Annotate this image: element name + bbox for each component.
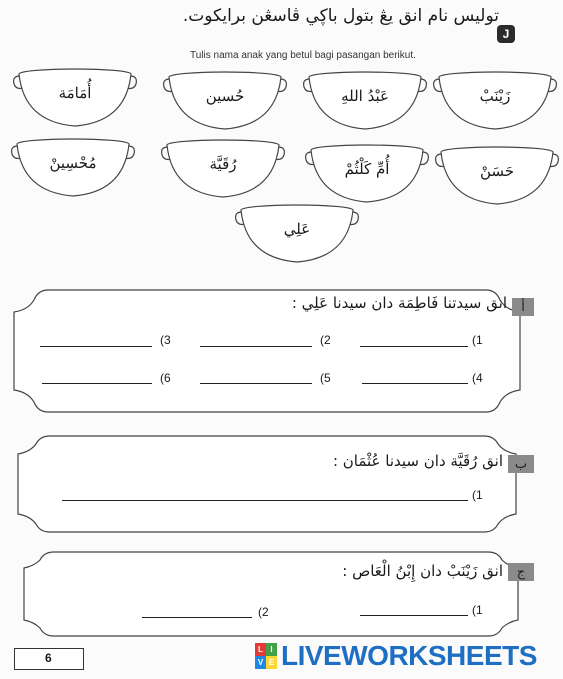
- section-a-question: انق سيدتنا فَاطِمَة دان سيدنا عَلِي :: [291, 294, 507, 312]
- logo-tile: I: [266, 643, 277, 656]
- section-b-marker: ب: [508, 455, 534, 473]
- answer-number: (4: [472, 371, 483, 385]
- answer-blank-c2[interactable]: [142, 617, 252, 618]
- liveworksheets-logo-icon: [255, 643, 277, 669]
- logo-tile: E: [266, 656, 277, 669]
- bowl-name: حُسين: [205, 87, 245, 105]
- answer-number: (3: [160, 333, 171, 347]
- instruction-arabic: توليس نام انق يڠ بتول باڮي ڤاسڠن برايکوت.: [182, 6, 499, 26]
- page-number-box: [14, 648, 84, 670]
- bowl-name: أُمَامَة: [58, 84, 92, 102]
- answer-blank-a3[interactable]: [40, 346, 152, 347]
- liveworksheets-brand: [255, 640, 537, 672]
- logo-tile: V: [255, 656, 266, 669]
- answer-number: (1: [472, 333, 483, 347]
- answer-number: (5: [320, 371, 331, 385]
- bowl-name: عَبْدُ اللهِ: [341, 87, 389, 105]
- section-b-question: انق رُقَيَّة دان سيدنا عُثْمَان :: [332, 452, 503, 470]
- answer-number: (1: [472, 603, 483, 617]
- bowl-name: زَيْنَبْ: [479, 87, 511, 105]
- section-c-question: انق زَيْنَبْ دان إِبْنُ الْعَاص :: [342, 562, 503, 580]
- instruction-malay: Tulis nama anak yang betul bagi pasangan berikut.: [190, 50, 416, 61]
- section-c-marker: ج: [508, 563, 534, 581]
- page-number: 6: [45, 651, 52, 665]
- answer-blank-a1[interactable]: [360, 346, 468, 347]
- bowl-name: مُحْسِينْ: [49, 154, 97, 172]
- section-b-frame: [12, 432, 522, 536]
- section-badge-j: J: [497, 25, 515, 43]
- name-bowl-zainab: [430, 65, 560, 135]
- name-bowl-hasan: [432, 140, 562, 210]
- bowl-name: أُمِّ كَلْثُمْ: [344, 160, 390, 178]
- answer-number: (6: [160, 371, 171, 385]
- name-bowl-umamah: [10, 62, 140, 132]
- bowl-name: رُقَيَّة: [209, 155, 237, 173]
- answer-blank-a5[interactable]: [200, 383, 312, 384]
- answer-number: (1: [472, 488, 483, 502]
- section-a-marker: أ: [512, 298, 534, 316]
- name-bowl-husin: [160, 65, 290, 135]
- answer-blank-a6[interactable]: [42, 383, 152, 384]
- name-bowl-abdullah: [300, 65, 430, 135]
- answer-blank-b1[interactable]: [62, 500, 468, 501]
- answer-number: (2: [258, 605, 269, 619]
- name-bowl-ali: [232, 198, 362, 268]
- answer-blank-a2[interactable]: [200, 346, 312, 347]
- name-bowl-muhsin: [8, 132, 138, 202]
- brand-name: LIVEWORKSHEETS: [281, 640, 537, 671]
- name-bowl-ruqayyah: [158, 133, 288, 203]
- logo-tile: L: [255, 643, 266, 656]
- answer-blank-c1[interactable]: [360, 615, 468, 616]
- bowl-name: عَلِي: [283, 220, 311, 238]
- answer-blank-a4[interactable]: [362, 383, 468, 384]
- answer-number: (2: [320, 333, 331, 347]
- bowl-name: حَسَنْ: [479, 162, 515, 180]
